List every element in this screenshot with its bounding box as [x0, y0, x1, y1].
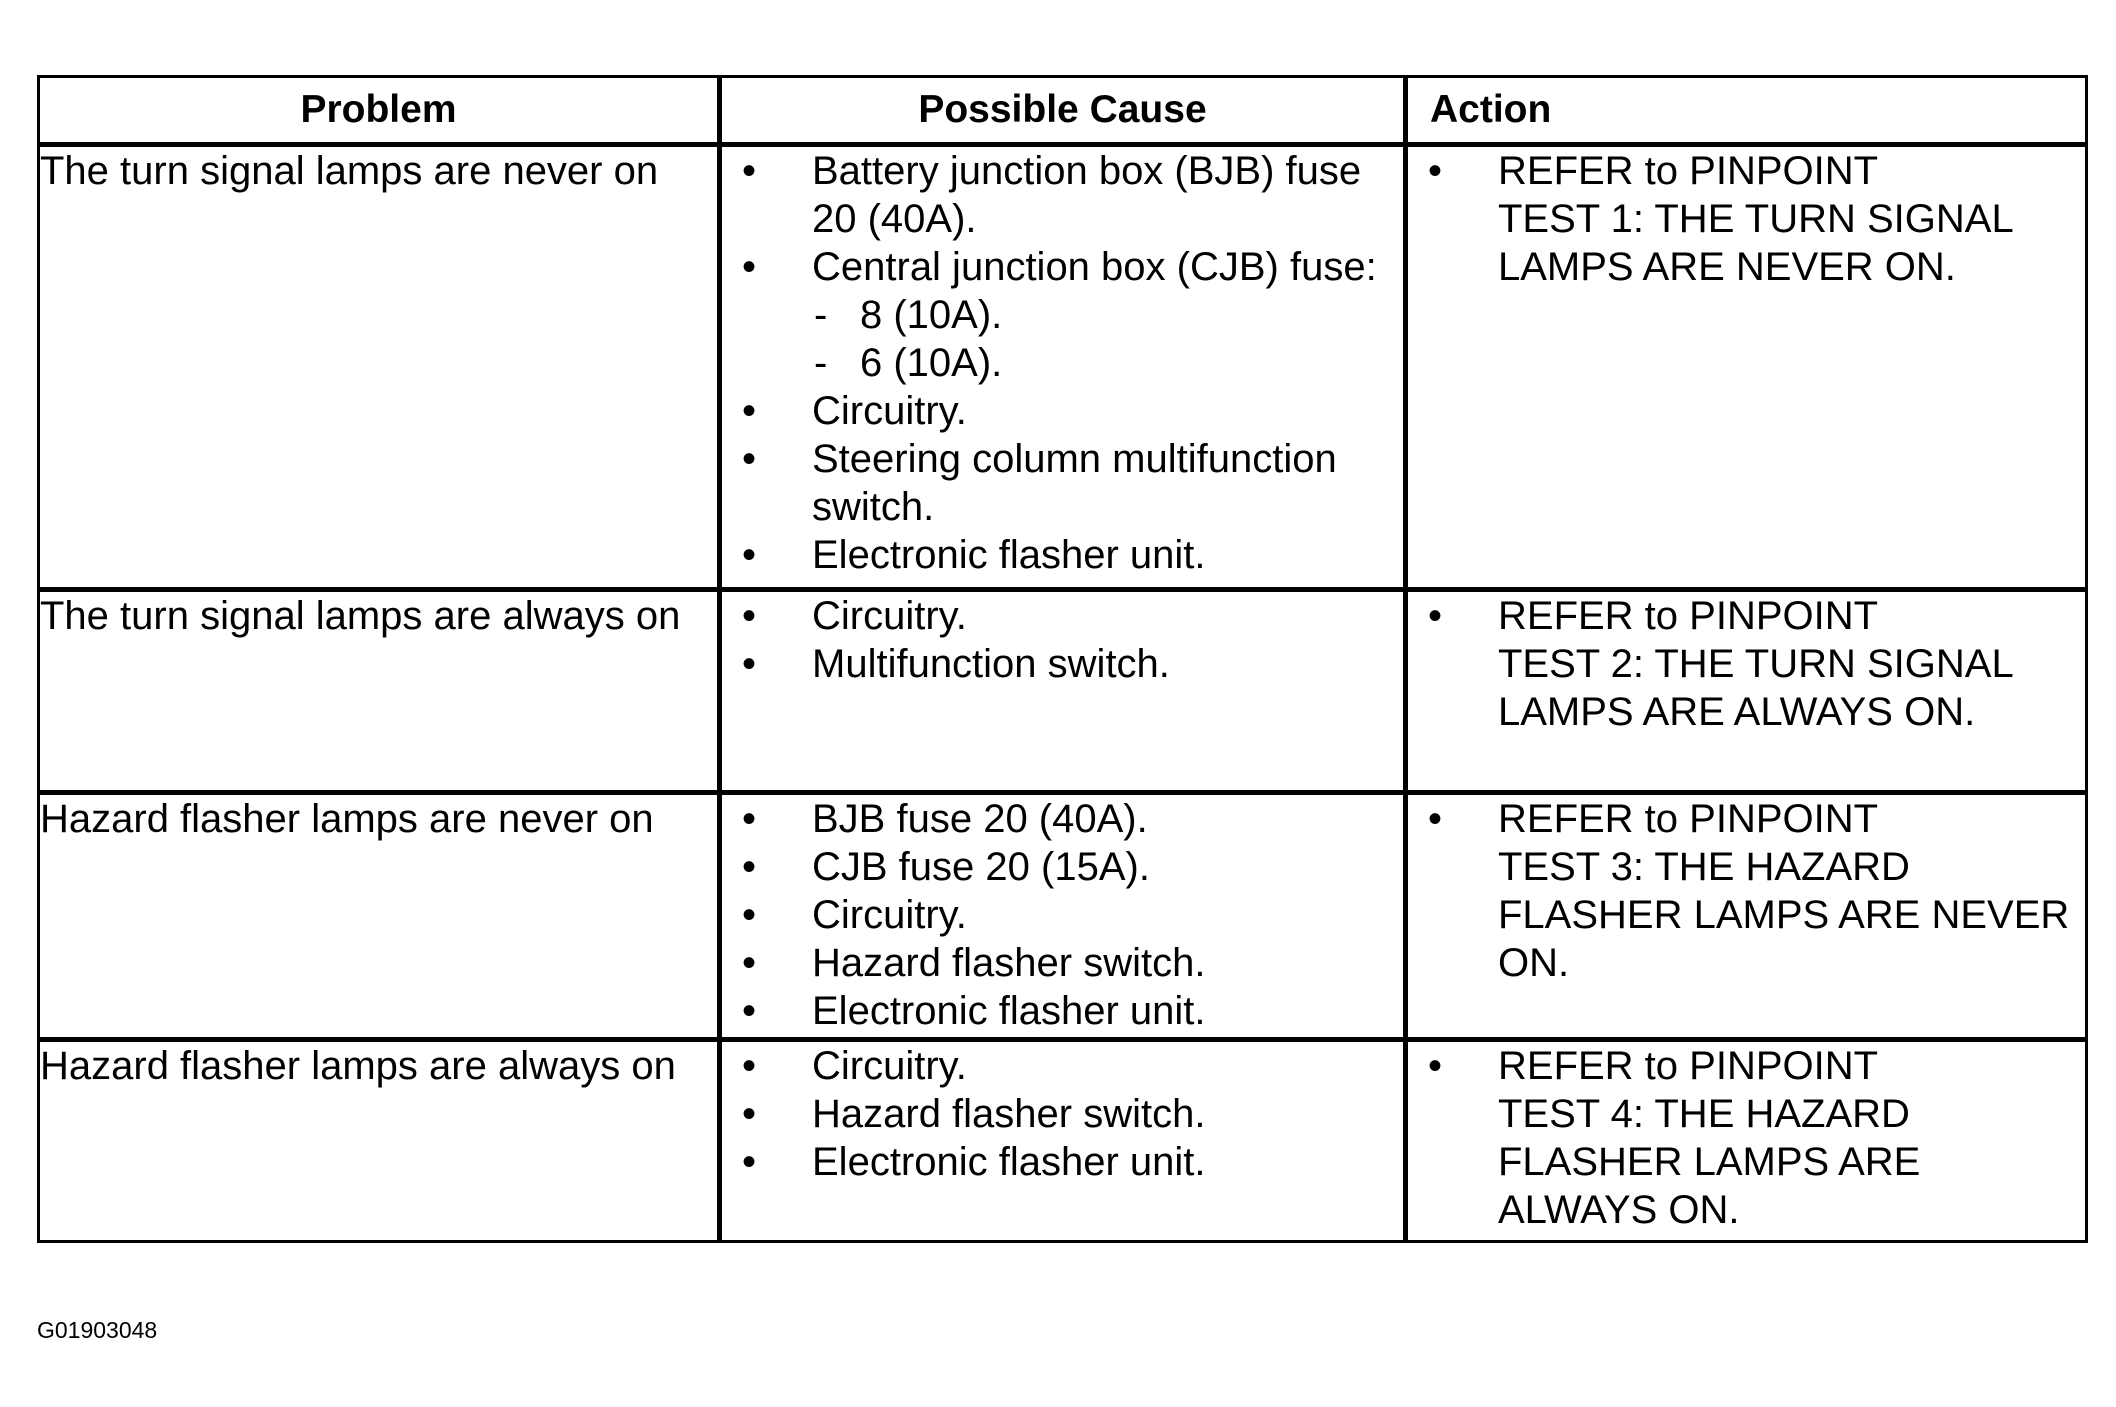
cause-item: • Circuitry.: [722, 1042, 1403, 1090]
table-row: [39, 145, 2087, 590]
table-row: [39, 793, 2087, 1040]
cause-sublist: [812, 291, 1403, 387]
cause-subitem: - 6 (10A).: [722, 339, 1403, 387]
cause-item: • BJB fuse 20 (40A).: [722, 795, 1403, 843]
action-item: • REFER to PINPOINT TEST 3: THE HAZARD FLASHER LAMPS ARE NEVER ON.: [1408, 795, 2085, 987]
cause-item: • Battery junction box (BJB) fuse 20 (40A).: [722, 147, 1403, 243]
cause-item-label: Central junction box (CJB) fuse:: [812, 245, 1377, 289]
cause-item: • Electronic flasher unit.: [722, 987, 1403, 1035]
cause-subitem: - 8 (10A).: [722, 291, 1403, 339]
action-list: [1408, 592, 2085, 736]
cause-item: • Circuitry.: [722, 387, 1403, 435]
cause-list: [722, 1042, 1403, 1186]
cause-item: • Electronic flasher unit.: [722, 1138, 1403, 1186]
cause-item: • Hazard flasher switch.: [722, 939, 1403, 987]
problem-cell: Hazard flasher lamps are always on: [39, 1040, 720, 1242]
problem-cell: The turn signal lamps are always on: [39, 590, 720, 793]
cause-item: • Circuitry.: [722, 891, 1403, 939]
action-list: [1408, 795, 2085, 987]
action-item: • REFER to PINPOINT TEST 2: THE TURN SIGNAL LAMPS ARE ALWAYS ON.: [1408, 592, 2085, 736]
cause-item-with-subitems: [722, 243, 1403, 387]
problem-cell: Hazard flasher lamps are never on: [39, 793, 720, 1040]
diagnostic-table: [37, 75, 2088, 1243]
table-row: [39, 590, 2087, 793]
cause-item: • Hazard flasher switch.: [722, 1090, 1403, 1138]
header-row: [39, 77, 2087, 145]
action-item: • REFER to PINPOINT TEST 1: THE TURN SIGNAL LAMPS ARE NEVER ON.: [1408, 147, 2085, 291]
cause-list: [722, 592, 1403, 688]
action-cell: [1406, 590, 2087, 793]
figure-id: G01903048: [37, 1317, 158, 1343]
cause-cell: [720, 145, 1406, 590]
cause-item: • Electronic flasher unit.: [722, 531, 1403, 579]
cause-list: [722, 147, 1403, 579]
cause-cell: [720, 590, 1406, 793]
table-row: [39, 1040, 2087, 1242]
problem-cell: The turn signal lamps are never on: [39, 145, 720, 590]
cause-cell: [720, 793, 1406, 1040]
action-list: [1408, 147, 2085, 291]
action-cell: [1406, 793, 2087, 1040]
cause-list: [722, 795, 1403, 1035]
header-problem: Problem: [39, 77, 720, 145]
header-action: Action: [1406, 77, 2087, 145]
header-possible-cause: Possible Cause: [720, 77, 1406, 145]
action-cell: [1406, 145, 2087, 590]
cause-item: • Circuitry.: [722, 592, 1403, 640]
cause-item: • Multifunction switch.: [722, 640, 1403, 688]
cause-item: • Steering column multifunction switch.: [722, 435, 1403, 531]
cause-item: • CJB fuse 20 (15A).: [722, 843, 1403, 891]
action-item: • REFER to PINPOINT TEST 4: THE HAZARD FLASHER LAMPS ARE ALWAYS ON.: [1408, 1042, 2085, 1234]
action-cell: [1406, 1040, 2087, 1242]
cause-cell: [720, 1040, 1406, 1242]
action-list: [1408, 1042, 2085, 1234]
